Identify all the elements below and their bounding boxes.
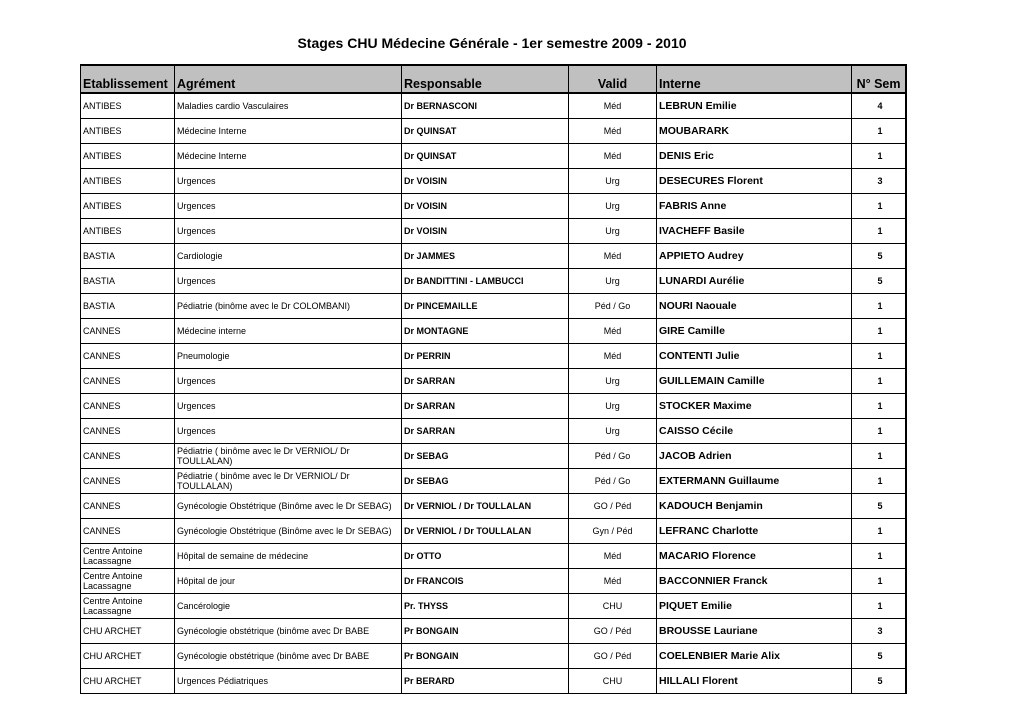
cell-etablissement: Centre Antoine Lacassagne: [81, 569, 175, 594]
table-row: [81, 219, 906, 244]
cell-agrement: Médecine interne: [175, 319, 402, 344]
cell-interne: EXTERMANN Guillaume: [657, 469, 852, 494]
cell-agrement: Urgences: [175, 194, 402, 219]
header-etablissement: Etablissement: [81, 65, 175, 93]
cell-valid: GO / Péd: [569, 644, 657, 669]
cell-responsable: Dr QUINSAT: [402, 144, 569, 169]
cell-responsable: Dr OTTO: [402, 544, 569, 569]
cell-sem: 1: [852, 469, 906, 494]
cell-valid: Méd: [569, 244, 657, 269]
table-header-row: [81, 65, 906, 93]
cell-interne: IVACHEFF Basile: [657, 219, 852, 244]
cell-etablissement: CANNES: [81, 369, 175, 394]
cell-sem: 5: [852, 644, 906, 669]
table-row: [81, 319, 906, 344]
cell-valid: CHU: [569, 669, 657, 694]
cell-interne: CONTENTI Julie: [657, 344, 852, 369]
header-valid: Valid: [569, 65, 657, 93]
cell-agrement: Urgences: [175, 419, 402, 444]
cell-agrement: Gynécologie Obstétrique (Binôme avec le Dr SEBAG): [175, 519, 402, 544]
cell-interne: NOURI Naouale: [657, 294, 852, 319]
cell-valid: Péd / Go: [569, 444, 657, 469]
cell-etablissement: BASTIA: [81, 244, 175, 269]
cell-agrement: Pneumologie: [175, 344, 402, 369]
table-row: [81, 344, 906, 369]
cell-agrement: Urgences Pédiatriques: [175, 669, 402, 694]
table-row: [81, 419, 906, 444]
cell-sem: 5: [852, 669, 906, 694]
cell-interne: BACCONNIER Franck: [657, 569, 852, 594]
cell-responsable: Dr MONTAGNE: [402, 319, 569, 344]
cell-sem: 3: [852, 169, 906, 194]
table-row: [81, 144, 906, 169]
cell-interne: STOCKER Maxime: [657, 394, 852, 419]
cell-agrement: Cancérologie: [175, 594, 402, 619]
cell-responsable: Pr BERARD: [402, 669, 569, 694]
table-row: [81, 369, 906, 394]
cell-valid: Méd: [569, 144, 657, 169]
cell-sem: 5: [852, 244, 906, 269]
cell-valid: Méd: [569, 319, 657, 344]
cell-interne: COELENBIER Marie Alix: [657, 644, 852, 669]
cell-interne: MOUBARARK: [657, 119, 852, 144]
cell-etablissement: CHU ARCHET: [81, 619, 175, 644]
internship-table: [80, 64, 907, 694]
table-row: [81, 594, 906, 619]
cell-agrement: Médecine Interne: [175, 119, 402, 144]
cell-etablissement: BASTIA: [81, 294, 175, 319]
cell-responsable: Pr BONGAIN: [402, 644, 569, 669]
cell-etablissement: CANNES: [81, 419, 175, 444]
cell-sem: 1: [852, 294, 906, 319]
cell-responsable: Dr VOISIN: [402, 169, 569, 194]
cell-interne: KADOUCH Benjamin: [657, 494, 852, 519]
cell-valid: Méd: [569, 119, 657, 144]
cell-etablissement: CHU ARCHET: [81, 644, 175, 669]
cell-valid: Urg: [569, 394, 657, 419]
cell-agrement: Urgences: [175, 369, 402, 394]
cell-interne: LEFRANC Charlotte: [657, 519, 852, 544]
table-row: [81, 394, 906, 419]
cell-valid: Gyn / Péd: [569, 519, 657, 544]
table-row: [81, 569, 906, 594]
cell-sem: 1: [852, 144, 906, 169]
cell-etablissement: ANTIBES: [81, 119, 175, 144]
cell-responsable: Dr VOISIN: [402, 219, 569, 244]
cell-responsable: Dr FRANCOIS: [402, 569, 569, 594]
cell-interne: FABRIS Anne: [657, 194, 852, 219]
cell-sem: 1: [852, 444, 906, 469]
cell-responsable: Dr PINCEMAILLE: [402, 294, 569, 319]
cell-sem: 1: [852, 344, 906, 369]
cell-responsable: Dr JAMMES: [402, 244, 569, 269]
header-agrement: Agrément: [175, 65, 402, 93]
cell-sem: 1: [852, 544, 906, 569]
table-body: [81, 93, 906, 694]
cell-agrement: Gynécologie obstétrique (binôme avec Dr BABE: [175, 644, 402, 669]
cell-agrement: Gynécologie Obstétrique (Binôme avec le Dr SEBAG): [175, 494, 402, 519]
table-row: [81, 444, 906, 469]
table-row: [81, 194, 906, 219]
table-row: [81, 519, 906, 544]
cell-interne: PIQUET Emilie: [657, 594, 852, 619]
table-row: [81, 469, 906, 494]
cell-sem: 5: [852, 494, 906, 519]
cell-etablissement: ANTIBES: [81, 194, 175, 219]
cell-valid: Méd: [569, 544, 657, 569]
cell-sem: 1: [852, 369, 906, 394]
table-row: [81, 669, 906, 694]
header-responsable: Responsable: [402, 65, 569, 93]
cell-agrement: Cardiologie: [175, 244, 402, 269]
cell-interne: DENIS Eric: [657, 144, 852, 169]
cell-etablissement: CANNES: [81, 394, 175, 419]
table-row: [81, 244, 906, 269]
table-row: [81, 269, 906, 294]
cell-sem: 1: [852, 194, 906, 219]
table-row: [81, 119, 906, 144]
table-row: [81, 619, 906, 644]
cell-sem: 1: [852, 219, 906, 244]
cell-sem: 1: [852, 119, 906, 144]
cell-etablissement: CANNES: [81, 319, 175, 344]
cell-valid: Urg: [569, 269, 657, 294]
cell-agrement: Pédiatrie (binôme avec le Dr COLOMBANI): [175, 294, 402, 319]
cell-responsable: Dr QUINSAT: [402, 119, 569, 144]
cell-interne: JACOB Adrien: [657, 444, 852, 469]
cell-agrement: Pédiatrie ( binôme avec le Dr VERNIOL/ Dr TOULLALAN): [175, 444, 402, 469]
page-title: Stages CHU Médecine Générale - 1er semestre 2009 - 2010: [297, 35, 687, 51]
table-row: [81, 644, 906, 669]
cell-agrement: Urgences: [175, 394, 402, 419]
cell-valid: Méd: [569, 344, 657, 369]
cell-sem: 1: [852, 569, 906, 594]
cell-responsable: Dr VOISIN: [402, 194, 569, 219]
cell-interne: GUILLEMAIN Camille: [657, 369, 852, 394]
cell-valid: GO / Péd: [569, 619, 657, 644]
cell-responsable: Dr BERNASCONI: [402, 93, 569, 119]
cell-valid: Méd: [569, 569, 657, 594]
cell-responsable: Pr. THYSS: [402, 594, 569, 619]
cell-sem: 4: [852, 93, 906, 119]
cell-interne: HILLALI Florent: [657, 669, 852, 694]
cell-sem: 5: [852, 269, 906, 294]
cell-etablissement: CANNES: [81, 469, 175, 494]
cell-etablissement: Centre Antoine Lacassagne: [81, 594, 175, 619]
cell-valid: CHU: [569, 594, 657, 619]
cell-responsable: Dr SEBAG: [402, 469, 569, 494]
cell-etablissement: ANTIBES: [81, 169, 175, 194]
cell-interne: LUNARDI Aurélie: [657, 269, 852, 294]
cell-interne: GIRE Camille: [657, 319, 852, 344]
cell-valid: Péd / Go: [569, 469, 657, 494]
cell-agrement: Médecine Interne: [175, 144, 402, 169]
cell-sem: 1: [852, 394, 906, 419]
cell-etablissement: BASTIA: [81, 269, 175, 294]
cell-etablissement: CANNES: [81, 444, 175, 469]
table-row: [81, 169, 906, 194]
cell-etablissement: ANTIBES: [81, 144, 175, 169]
cell-etablissement: CANNES: [81, 519, 175, 544]
cell-responsable: Dr BANDITTINI - LAMBUCCI: [402, 269, 569, 294]
cell-responsable: Dr SARRAN: [402, 419, 569, 444]
cell-etablissement: CANNES: [81, 494, 175, 519]
cell-agrement: Maladies cardio Vasculaires: [175, 93, 402, 119]
cell-valid: Urg: [569, 419, 657, 444]
cell-etablissement: CHU ARCHET: [81, 669, 175, 694]
cell-agrement: Urgences: [175, 169, 402, 194]
cell-interne: MACARIO Florence: [657, 544, 852, 569]
cell-agrement: Hôpital de semaine de médecine: [175, 544, 402, 569]
table-row: [81, 294, 906, 319]
cell-sem: 1: [852, 419, 906, 444]
cell-sem: 1: [852, 519, 906, 544]
table-row: [81, 494, 906, 519]
cell-etablissement: ANTIBES: [81, 219, 175, 244]
cell-agrement: Pédiatrie ( binôme avec le Dr VERNIOL/ Dr TOULLALAN): [175, 469, 402, 494]
cell-responsable: Dr SARRAN: [402, 369, 569, 394]
cell-responsable: Dr SARRAN: [402, 394, 569, 419]
cell-agrement: Urgences: [175, 219, 402, 244]
cell-interne: CAISSO Cécile: [657, 419, 852, 444]
header-sem: N° Sem: [852, 65, 906, 93]
cell-etablissement: CANNES: [81, 344, 175, 369]
table-row: [81, 93, 906, 119]
cell-responsable: Pr BONGAIN: [402, 619, 569, 644]
cell-agrement: Urgences: [175, 269, 402, 294]
cell-interne: DESECURES Florent: [657, 169, 852, 194]
cell-responsable: Dr SEBAG: [402, 444, 569, 469]
header-interne: Interne: [657, 65, 852, 93]
cell-valid: GO / Péd: [569, 494, 657, 519]
cell-interne: APPIETO Audrey: [657, 244, 852, 269]
cell-sem: 1: [852, 594, 906, 619]
cell-agrement: Gynécologie obstétrique (binôme avec Dr BABE: [175, 619, 402, 644]
cell-responsable: Dr VERNIOL / Dr TOULLALAN: [402, 519, 569, 544]
cell-valid: Urg: [569, 369, 657, 394]
cell-valid: Urg: [569, 194, 657, 219]
table-row: [81, 544, 906, 569]
cell-responsable: Dr VERNIOL / Dr TOULLALAN: [402, 494, 569, 519]
cell-etablissement: Centre Antoine Lacassagne: [81, 544, 175, 569]
cell-responsable: Dr PERRIN: [402, 344, 569, 369]
cell-etablissement: ANTIBES: [81, 93, 175, 119]
cell-valid: Urg: [569, 219, 657, 244]
cell-valid: Urg: [569, 169, 657, 194]
cell-valid: Méd: [569, 93, 657, 119]
cell-interne: LEBRUN Emilie: [657, 93, 852, 119]
cell-interne: BROUSSE Lauriane: [657, 619, 852, 644]
cell-sem: 3: [852, 619, 906, 644]
cell-valid: Péd / Go: [569, 294, 657, 319]
cell-sem: 1: [852, 319, 906, 344]
cell-agrement: Hôpital de jour: [175, 569, 402, 594]
